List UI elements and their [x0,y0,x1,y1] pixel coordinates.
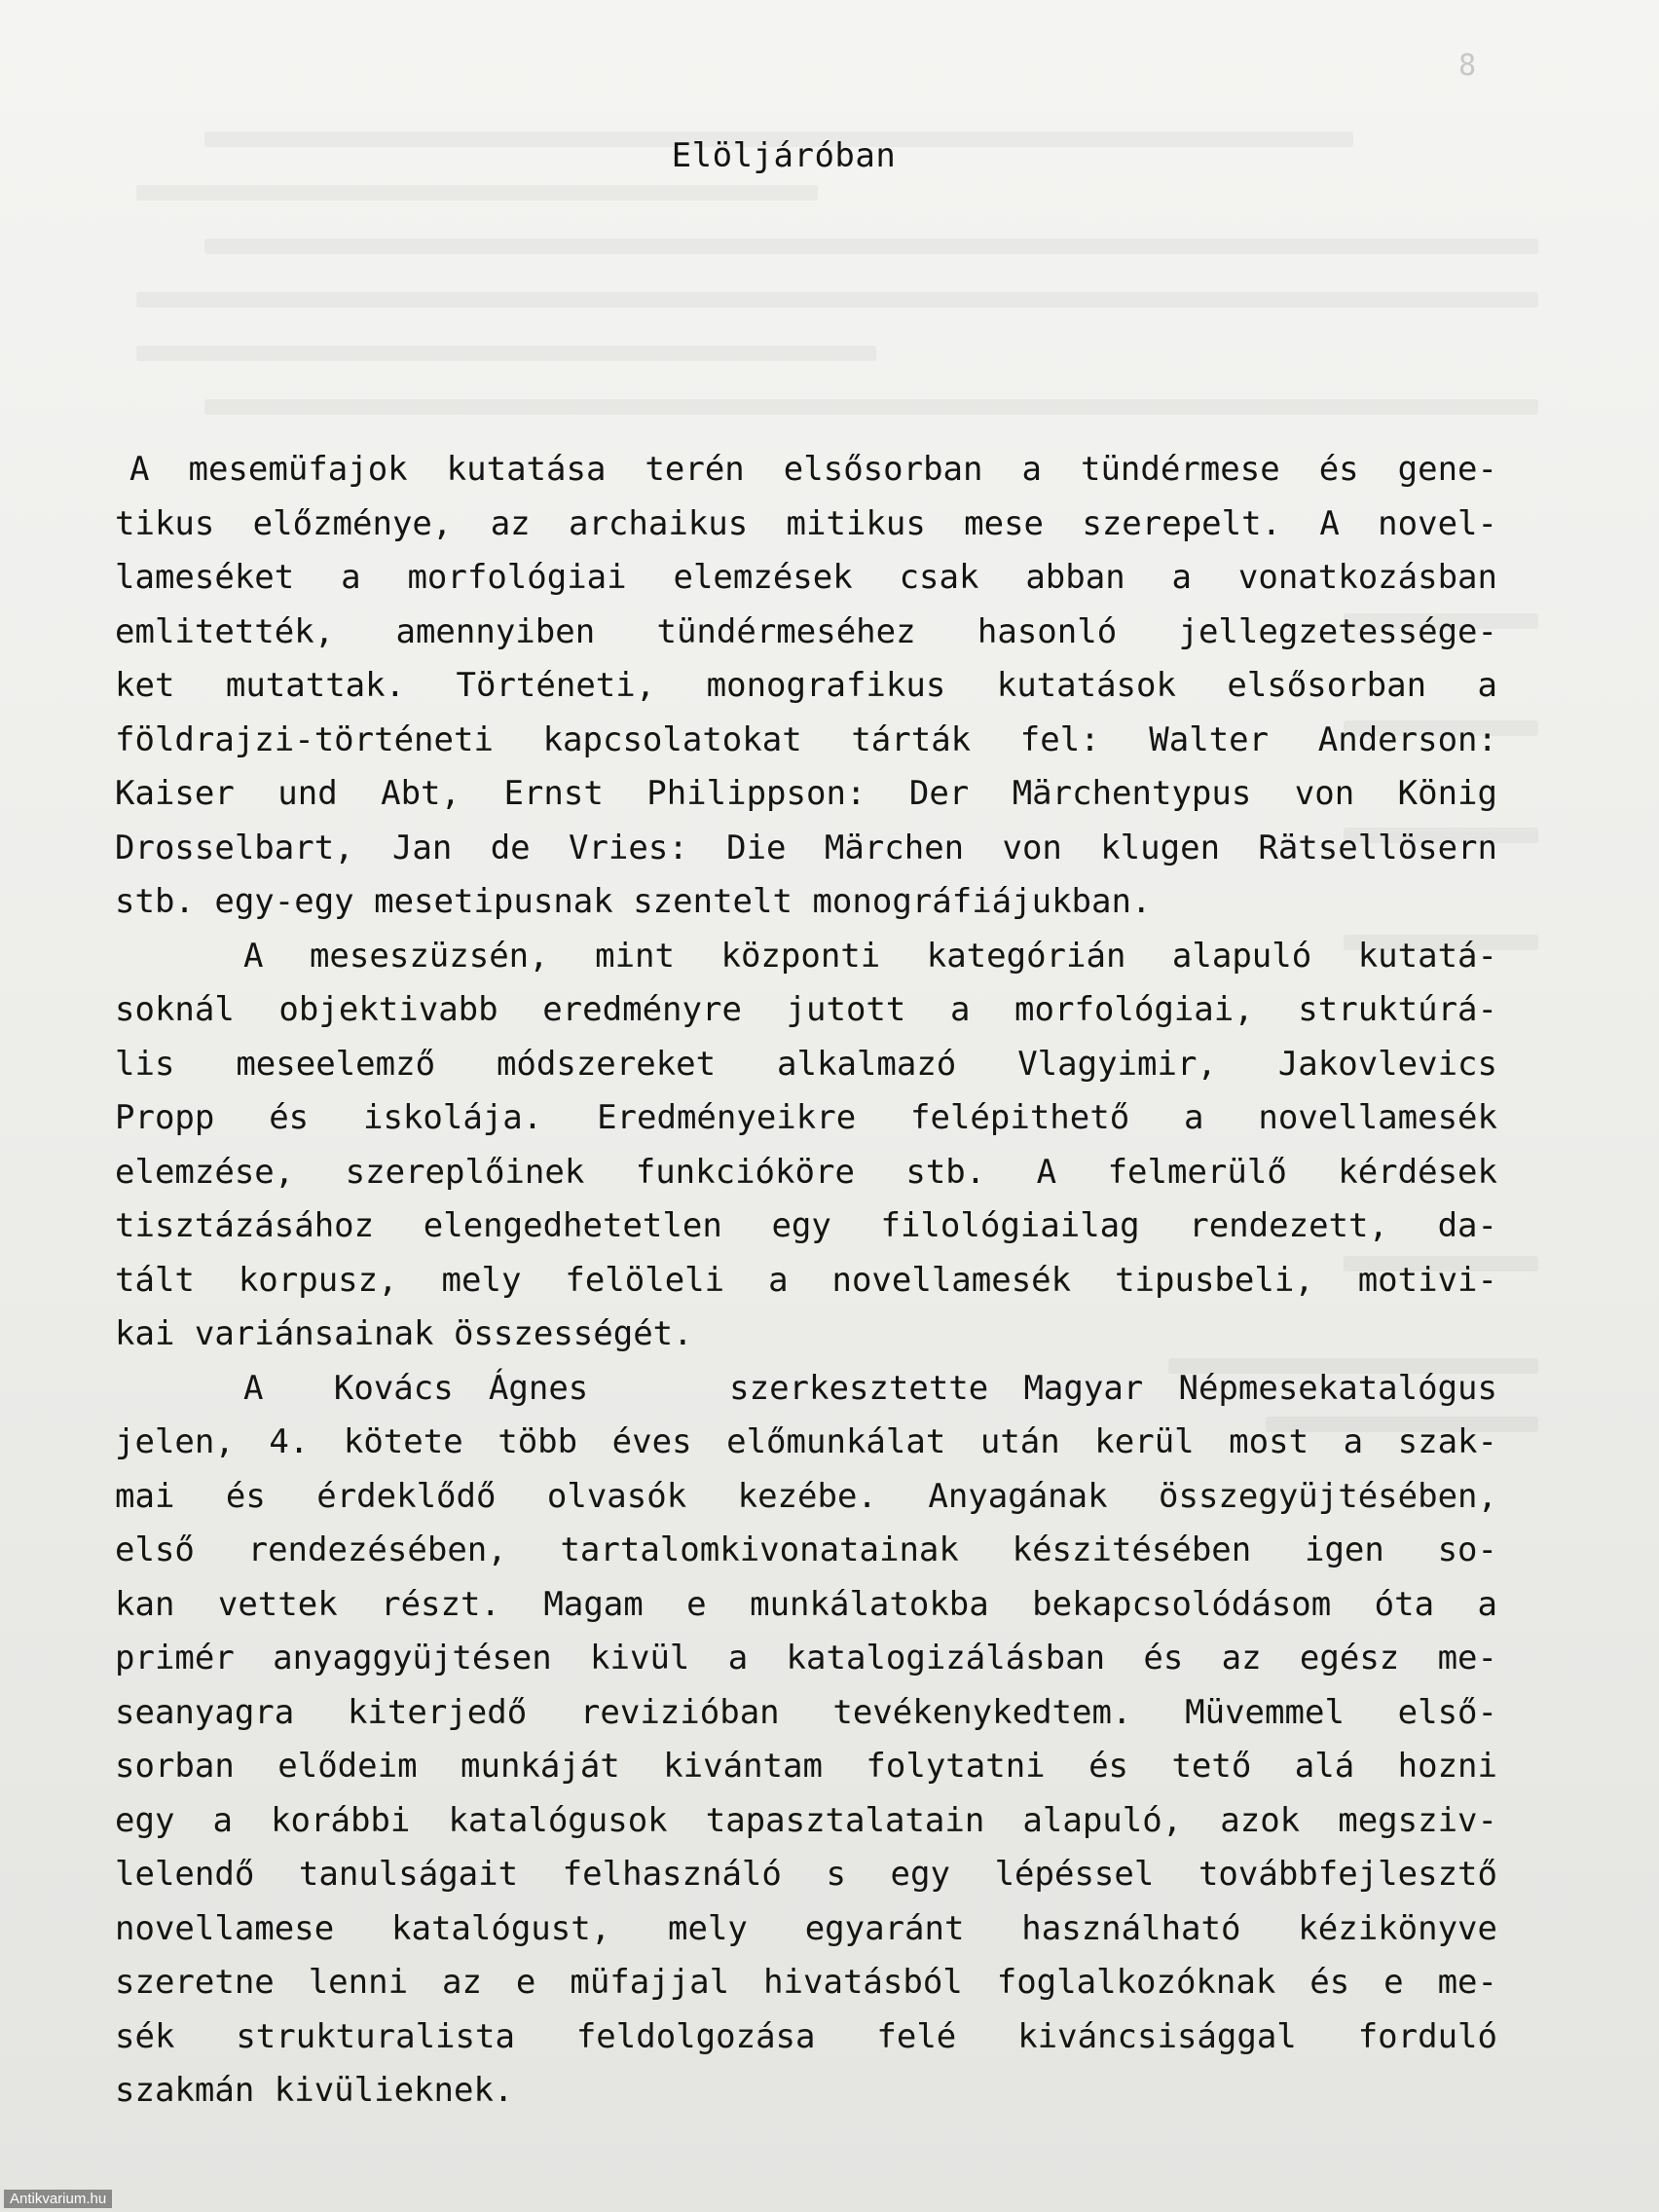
paragraph-1-line: stb. egy-egy mesetipusnak szentelt monográfiájukban. [115,882,1152,921]
paragraph-3-line: mai és érdeklődő olvasók kezébe. Anyagának összegyüjtésében, [115,1476,1497,1516]
page-number: 8 [1458,49,1477,83]
paragraph-3-line: lelendő tanulságait felhasználó s egy lépéssel továbbfejlesztő [115,1855,1497,1894]
paragraph-2-line: Propp és iskolája. Eredményeikre felépithető a novellamesék [115,1098,1497,1137]
paragraph-2-line: soknál objektivabb eredményre jutott a morfológiai, struktúrá- [115,990,1497,1029]
paragraph-1-line: földrajzi-történeti kapcsolatokat tárták fel: Walter Anderson: [115,719,1497,759]
paragraph-3-line: primér anyaggyüjtésen kivül a katalogizálásban és az egész me- [115,1639,1497,1677]
page-title: Elöljáróban [671,136,897,175]
paragraph-3-line: novellamese katalógust, mely egyaránt használható kézikönyve [115,1908,1497,1948]
paragraph-1-line: tikus előzménye, az archaikus mitikus mese szerepelt. A novel- [115,503,1497,543]
paragraph-1-line: emlitették, amennyiben tündérmeséhez hasonló jellegzetessége- [115,611,1497,651]
paragraph-1-line: Drosselbart, Jan de Vries: Die Märchen von klugen Rätsellösern [115,828,1497,867]
paragraph-2-line: kai variánsainak összességét. [115,1314,693,1353]
paragraph-2-line: tált korpusz, mely felöleli a novellamesék tipusbeli, motivi- [115,1260,1497,1300]
paragraph-3-line: egy a korábbi katalógusok tapasztalatain alapuló, azok megsziv- [115,1800,1497,1840]
paragraph-1-line: lameséket a morfológiai elemzések csak abban a vonatkozásban [115,558,1497,597]
paragraph-2-line: lis meseelemző módszereket alkalmazó Vlagyimir, Jakovlevics [115,1044,1497,1084]
paragraph-3-line: első rendezésében, tartalomkivonatainak készitésében igen so- [115,1530,1497,1569]
paragraph-3-line: seanyagra kiterjedő revizióban tevékenykedtem. Müvemmel első- [115,1692,1497,1732]
paragraph-3-line: A Kovács Ágnes szerkesztette Magyar Népmesekatalógus [243,1368,1497,1408]
body-text [115,443,1497,2119]
paragraph-3-line: sék strukturalista feldolgozása felé kiváncsisággal forduló [115,2016,1497,2056]
paragraph-1-line: Kaiser und Abt, Ernst Philippson: Der Märchentypus von König [115,774,1497,813]
paragraph-3-line: jelen, 4. kötete több éves előmunkálat után kerül most a szak- [115,1422,1497,1461]
paragraph-2-line: tisztázásához elengedhetetlen egy filológiailag rendezett, da- [115,1206,1497,1245]
paragraph-3-line: kan vettek részt. Magam e munkálatokba bekapcsolódásom óta a [115,1584,1497,1624]
paragraph-3-line: szakmán kivülieknek. [115,2071,514,2110]
paragraph-3-line: sorban elődeim munkáját kivántam folytatni és tető alá hozni [115,1747,1497,1786]
watermark: Antikvarium.hu [4,2190,112,2208]
paragraph-1-line: A mesemüfajok kutatása terén elsősorban a tündérmese és gene- [129,450,1497,489]
paragraph-2-line: elemzése, szereplőinek funkcióköre stb. A felmerülő kérdések [115,1152,1497,1192]
paragraph-3-line: szeretne lenni az e müfajjal hivatásból foglalkozóknak és e me- [115,1963,1497,2002]
paragraph-1-line: ket mutattak. Történeti, monografikus kutatások elsősorban a [115,666,1497,705]
paragraph-2-line: A meseszüzsén, mint központi kategórián alapuló kutatá- [243,936,1497,976]
